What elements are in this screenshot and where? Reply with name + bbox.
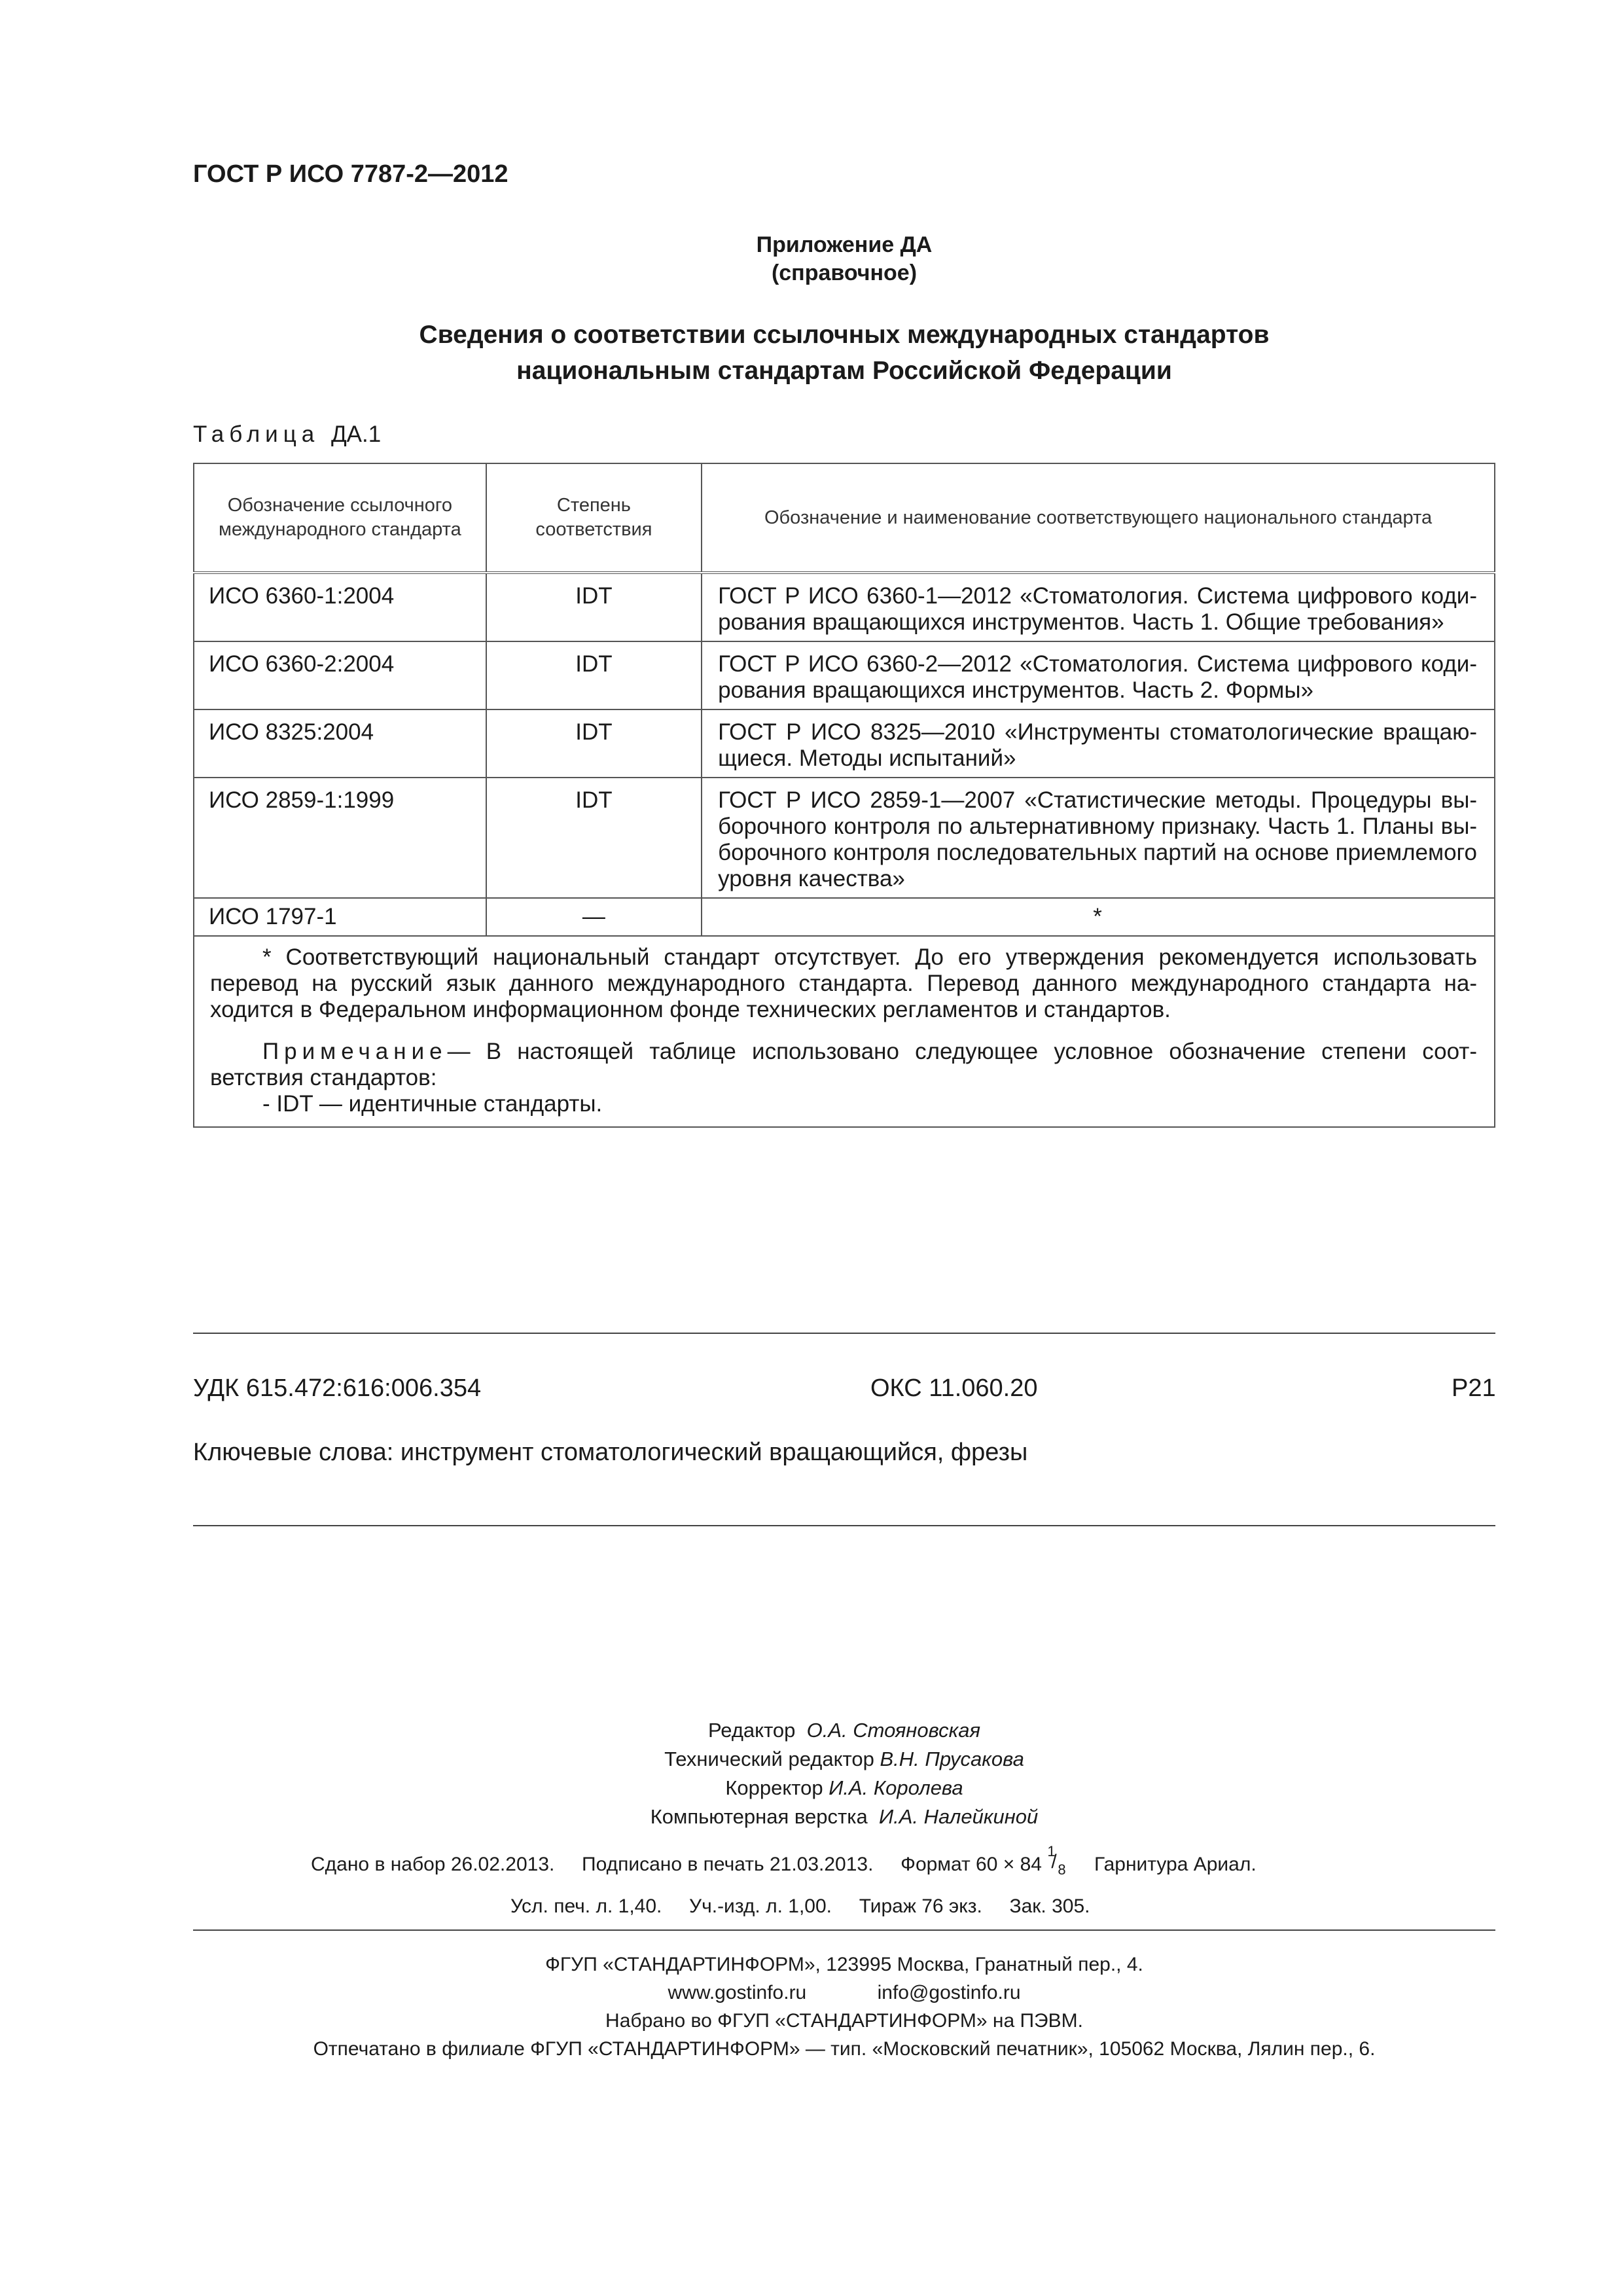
imprint-pub-sheets: Уч.-изд. л. 1,00. [689, 1895, 832, 1917]
credit-name: И.А. Королева [829, 1776, 963, 1799]
credit-name: В.Н. Прусакова [880, 1748, 1024, 1770]
appendix-title: Приложение ДА [756, 232, 933, 257]
document-code: ГОСТ Р ИСО 7787-2—2012 [193, 160, 508, 188]
oks-code: ОКС 11.060.20 [870, 1374, 1038, 1402]
degree-cell: IDT [486, 641, 702, 709]
publisher-site-link[interactable]: www.gostinfo.ru [668, 1982, 807, 2003]
header-degree: Степень соответствия [486, 463, 702, 573]
table-footnote-row [194, 936, 1495, 1127]
degree-cell: IDT [486, 573, 702, 641]
national-standard-cell: ГОСТ Р ИСО 8325—2010 «Инструменты стоматологические вращаю-щиеся. Методы испытаний» [702, 709, 1495, 778]
credit-editor [0, 1716, 1623, 1745]
ref-standard-cell: ИСО 8325:2004 [194, 709, 486, 778]
footnote-text: * Соответствующий национальный стандарт отсутствует. До его утверждения рекомендуется использовать перевод на русский язык данного международного стандарта. Перевод данного международного стандарта на-ходится в Федеральном информационном фонде технических регламентов и стандартов. [210, 944, 1477, 1022]
degree-cell: — [486, 898, 702, 936]
credit-label: Компьютерная верстка [650, 1805, 868, 1828]
ref-standard-cell: ИСО 6360-1:2004 [194, 573, 486, 641]
table-header-row [194, 463, 1495, 573]
national-standard-cell: * [702, 898, 1495, 936]
credit-layout [0, 1803, 1623, 1831]
fraction-denominator: 8 [1058, 1861, 1066, 1878]
imprint-line1 [311, 1843, 1257, 1878]
imprint-submitted: Сдано в набор 26.02.2013. [311, 1854, 555, 1875]
header-national-standard: Обозначение и наименование соответствующего национального стандарта [702, 463, 1495, 573]
imprint-signed: Подписано в печать 21.03.2013. [582, 1854, 874, 1875]
table-row [194, 709, 1495, 778]
divider [193, 1525, 1495, 1526]
table-caption-number: ДА.1 [330, 422, 382, 447]
credit-label: Редактор [707, 1719, 796, 1742]
publisher-email-link[interactable]: info@gostinfo.ru [877, 1982, 1021, 2003]
divider [193, 1929, 1495, 1931]
table-row [194, 641, 1495, 709]
fraction-numerator: 1 [1047, 1843, 1056, 1859]
credit-tech-editor [0, 1745, 1623, 1774]
imprint-sheets: Усл. печ. л. 1,40. [510, 1895, 662, 1917]
fraction-slash: / [1051, 1851, 1057, 1873]
national-standard-cell: ГОСТ Р ИСО 2859-1—2007 «Статистические методы. Процедуры вы-борочного контроля по альтернативному признаку. Часть 1. Планы вы-борочного контроля последовательных партий на основе приемлемого уровня качества» [702, 778, 1495, 898]
table-note [210, 1039, 1477, 1091]
header-ref-standard: Обозначение ссылочного международного стандарта [194, 463, 486, 573]
note-list-item: - IDT — идентичные стандарты. [262, 1091, 603, 1117]
group-code: Р21 [1452, 1374, 1496, 1402]
imprint-font: Гарнитура Ариал. [1094, 1854, 1257, 1875]
section-heading-line2: национальным стандартам Российской Федерации [516, 357, 1172, 385]
ref-standard-cell: ИСО 1797-1 [194, 898, 486, 936]
ref-standard-cell: ИСО 6360-2:2004 [194, 641, 486, 709]
keywords: Ключевые слова: инструмент стоматологический вращающийся, фрезы [193, 1439, 1028, 1466]
imprint-order: Зак. 305. [1009, 1895, 1090, 1917]
publisher-contacts [0, 1979, 1623, 2007]
ref-standard-cell: ИСО 2859-1:1999 [194, 778, 486, 898]
credit-label: Корректор [725, 1776, 823, 1799]
credit-name: О.А. Стояновская [806, 1719, 981, 1742]
credits-block [0, 1716, 1623, 1831]
table-caption-word: Таблица [193, 422, 320, 447]
national-standard-cell: ГОСТ Р ИСО 6360-1—2012 «Стоматология. Система цифрового коди-рования вращающихся инструментов. Часть 1. Общие требования» [702, 573, 1495, 641]
publisher-typeset: Набрано во ФГУП «СТАНДАРТИНФОРМ» на ПЭВМ. [605, 2010, 1083, 2032]
note-label: Примечание [262, 1039, 448, 1064]
credit-label: Технический редактор [664, 1748, 874, 1770]
publisher-address: ФГУП «СТАНДАРТИНФОРМ», 123995 Москва, Гранатный пер., 4. [545, 1954, 1143, 1975]
udk-code: УДК 615.472:616:006.354 [193, 1374, 482, 1402]
table-row [194, 573, 1495, 641]
note-text: — В настоящей таблице использовано следующее условное обозначение степени соот-ветствия стандартов: [210, 1039, 1477, 1090]
credit-corrector [0, 1774, 1623, 1803]
national-standard-cell: ГОСТ Р ИСО 6360-2—2012 «Стоматология. Система цифрового коди-рования вращающихся инструментов. Часть 2. Формы» [702, 641, 1495, 709]
imprint-line2 [510, 1895, 1090, 1918]
imprint-run: Тираж 76 экз. [859, 1895, 982, 1917]
degree-cell: IDT [486, 709, 702, 778]
publisher-printed: Отпечатано в филиале ФГУП «СТАНДАРТИНФОРМ» — тип. «Московский печатник», 105062 Москва, Лялин пер., 6. [313, 2038, 1376, 2060]
table-footnote [194, 936, 1495, 1127]
imprint-format: Формат 60 × 84 [901, 1854, 1042, 1875]
format-fraction [1047, 1843, 1067, 1878]
publisher-block [0, 1950, 1623, 2063]
divider [193, 1333, 1495, 1334]
credit-name: И.А. Налейкиной [878, 1805, 1039, 1828]
table-row [194, 778, 1495, 898]
section-heading-line1: Сведения о соответствии ссылочных международных стандартов [419, 321, 1270, 349]
appendix-kind: (справочное) [771, 260, 918, 285]
degree-cell: IDT [486, 778, 702, 898]
correspondence-table [193, 463, 1495, 1128]
table-row [194, 898, 1495, 936]
table-caption [193, 422, 381, 448]
